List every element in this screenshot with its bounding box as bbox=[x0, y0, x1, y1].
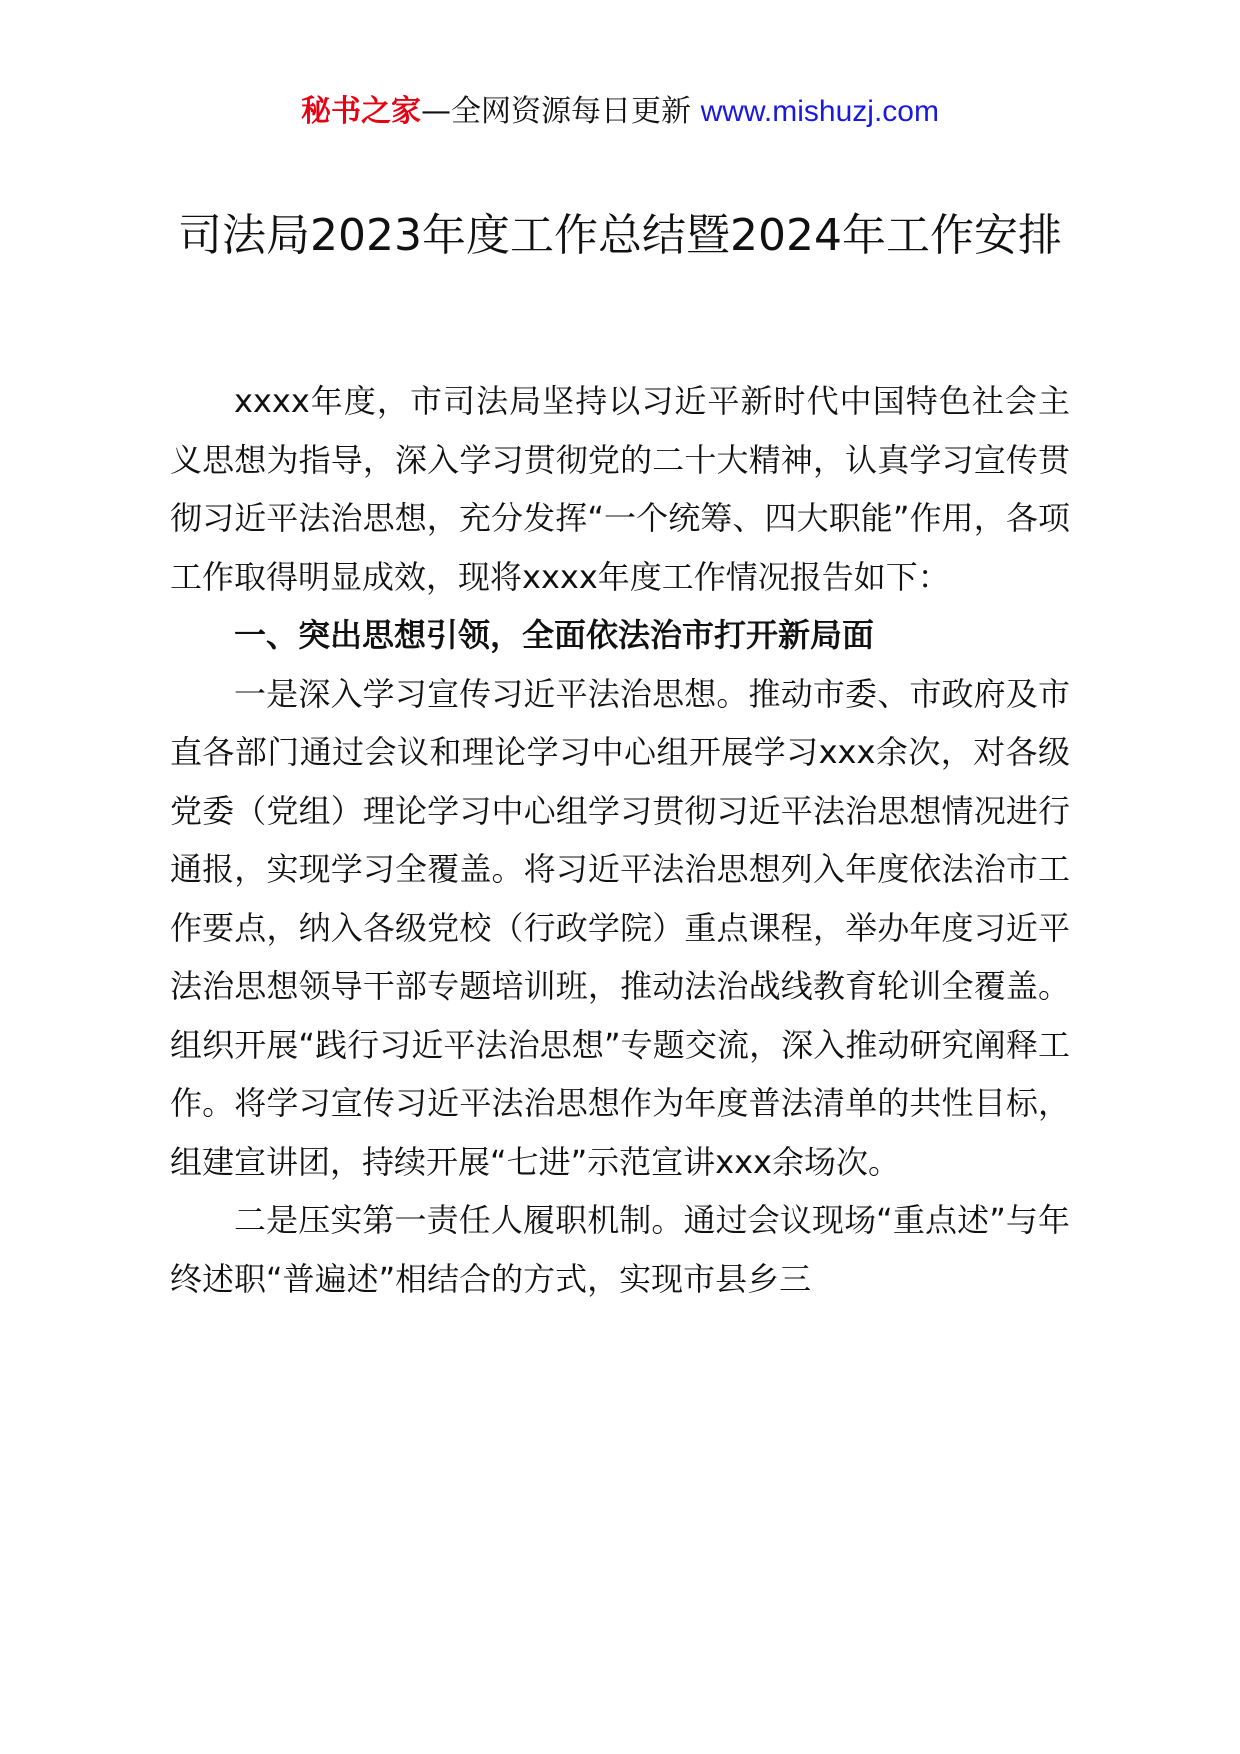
brand-name: 秘书之家 bbox=[301, 94, 422, 129]
body-paragraph: 二是压实第一责任人履职机制。通过会议现场“重点述”与年终述职“普遍述”相结合的方式，实现市县乡三 bbox=[170, 1201, 1070, 1298]
intro-paragraph: xxxx年度，市司法局坚持以习近平新时代中国特色社会主义思想为指导，深入学习贯彻党的二十大精神，认真学习宣传贯彻习近平法治思想，充分发挥“一个统筹、四大职能”作用，各项工作取得明显成效，现将xxxx年度工作情况报告如下： bbox=[170, 382, 1070, 596]
document-body bbox=[170, 372, 1070, 1308]
header-banner bbox=[0, 92, 1240, 132]
document-title: 司法局2023年度工作总结暨2024年工作安排 bbox=[178, 210, 1062, 261]
section-heading: 一、突出思想引领，全面依法治市打开新局面 bbox=[234, 616, 875, 654]
site-url-link[interactable]: www.mishuzj.com bbox=[700, 95, 939, 128]
header-tagline: —全网资源每日更新 bbox=[421, 94, 701, 129]
body-paragraph: 一是深入学习宣传习近平法治思想。推动市委、市政府及市直各部门通过会议和理论学习中心组开展学习xxx余次，对各级党委（党组）理论学习中心组学习贯彻习近平法治思想情况进行通报，实现学习全覆盖。将习近平法治思想列入年度依法治市工作要点，纳入各级党校（行政学院）重点课程，举办年度习近平法治思想领导干部专题培训班，推动法治战线教育轮训全覆盖。组织开展“践行习近平法治思想”专题交流，深入推动研究阐释工作。将学习宣传习近平法治思想作为年度普法清单的共性目标，组建宣讲团，持续开展“七进”示范宣讲xxx余场次。 bbox=[170, 674, 1070, 1181]
